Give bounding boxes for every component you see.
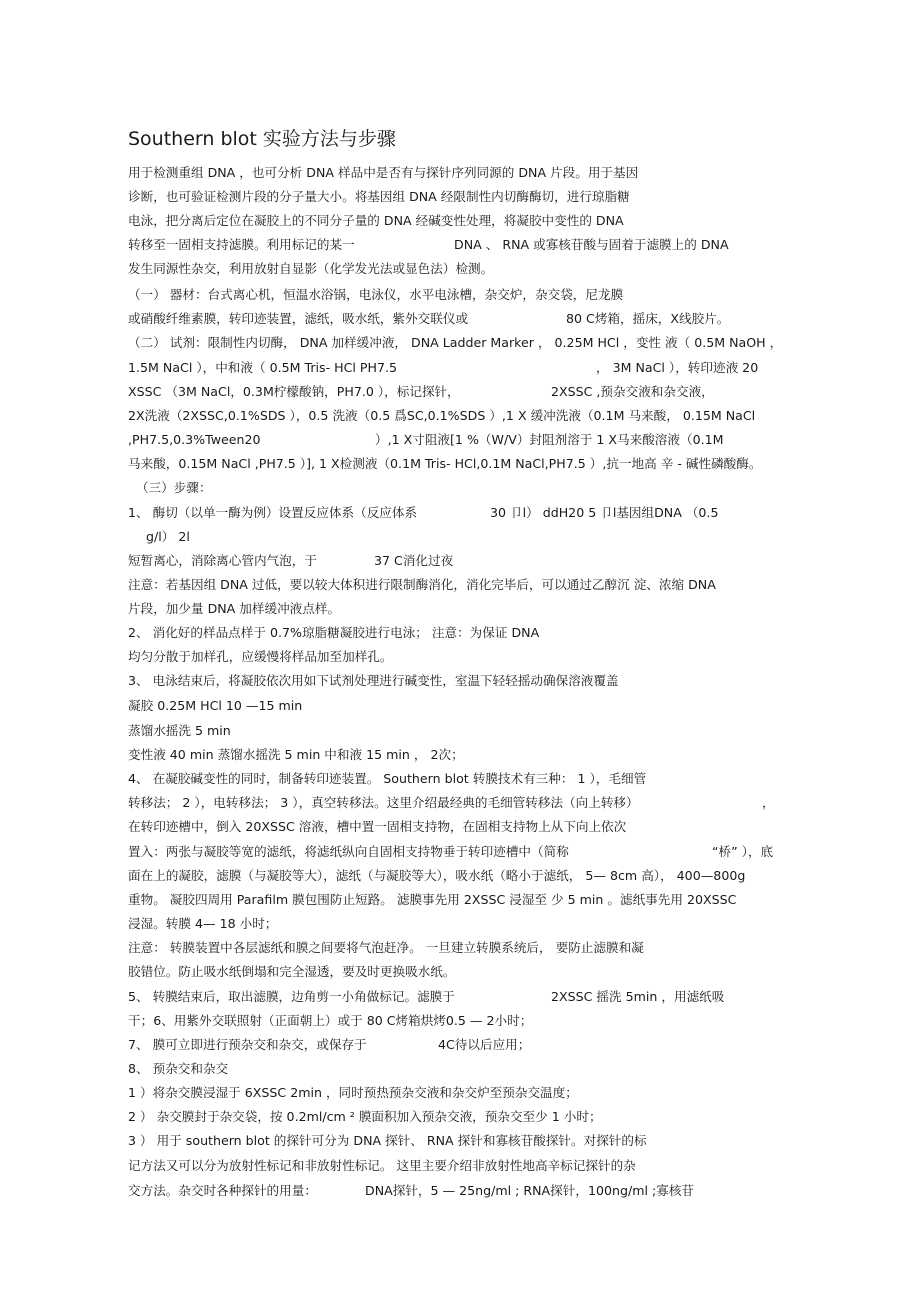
text-segment: 电泳，把分离后定位在凝胶上的不同分子量的 DNA 经碱变性处理，将凝胶中变性的 DNA	[128, 213, 624, 228]
text-segment: 马来酸，0.15M NaCl ,PH7.5 ）], 1 X检测液（0.1M Tris- HCl,0.1M NaCl,PH7.5 ）,抗一地高 辛 - 碱性磷酸酶。	[128, 456, 762, 471]
document-title: Southern blot 实验方法与步骤	[128, 128, 396, 150]
text-segment: 2XSSC 摇洗 5min ，用滤纸吸	[551, 989, 725, 1004]
text-segment: 干；6、用紫外交联照射（正面朝上）或于 80 C烤箱烘烤0.5 — 2小时；	[128, 1013, 533, 1028]
text-segment: 蒸馏水摇洗 5 min	[128, 723, 231, 738]
text-segment: 8、 预杂交和杂交	[128, 1061, 229, 1076]
text-segment: 片段，加少量 DNA 加样缓冲液点样。	[128, 601, 341, 616]
text-segment: （二） 试剂：限制性内切酶， DNA 加样缓冲液， DNA Ladder Marker ， 0.25M HCl ，变性 液（ 0.5M NaOH ，	[128, 335, 783, 350]
text-segment: 注意： 转膜装置中各层滤纸和膜之间要将气泡赶净。 一旦建立转膜系统后， 要防止滤膜和凝	[128, 940, 644, 955]
text-segment: 转移法； 2 ），电转移法； 3 ），真空转移法。这里介绍最经典的毛细管转移法（向上转移）	[128, 795, 639, 810]
text-segment: 4C待以后应用；	[438, 1037, 531, 1052]
text-segment: 浸湿。转膜 4— 18 小时；	[128, 916, 278, 931]
text-segment: （一） 器材：台式离心机，恒温水浴锅，电泳仪，水平电泳槽，杂交炉，杂交袋，尼龙膜	[128, 287, 624, 302]
text-segment: 30 卩l） ddH20 5 卩l基因组DNA （0.5	[490, 505, 719, 520]
text-segment: 变性液 40 min 蒸馏水摇洗 5 min 中和液 15 min ， 2次；	[128, 747, 464, 762]
text-segment: 在转印迹槽中，倒入 20XSSC 溶液，槽中置一固相支持物，在固相支持物上从下向上依次	[128, 819, 627, 834]
text-segment: 记方法又可以分为放射性标记和非放射性标记。 这里主要介绍非放射性地高辛标记探针的杂	[128, 1158, 636, 1173]
text-segment: 2 ） 杂交膜封于杂交袋，按 0.2ml/cm ² 膜面积加入预杂交液，预杂交至少 1 小时；	[128, 1109, 602, 1124]
text-segment: 短暂离心，消除离心管内气泡，于	[128, 553, 317, 568]
text-segment: 2X洗液（2XSSC,0.1%SDS ），0.5 洗液（0.5 爲SC,0.1%SDS ）,1 X 缓冲洗液（0.1M 马来酸， 0.15M NaCl	[128, 408, 756, 423]
text-segment: 转移至一固相支持滤膜。利用标记的某一	[128, 237, 355, 252]
text-segment: 发生同源性杂交，利用放射自显影（化学发光法或显色法）检测。	[128, 261, 494, 276]
text-segment: 凝胶 0.25M HCl 10 —15 min	[128, 698, 303, 713]
text-segment: 面在上的凝胶，滤膜（与凝胶等大），滤纸（与凝胶等大），吸水纸（略小于滤纸， 5— 8cm 高）， 400—800g	[128, 868, 746, 883]
text-segment: 诊断，也可验证检测片段的分子量大小。将基因组 DNA 经限制性内切酶酶切，进行琼脂糖	[128, 189, 630, 204]
text-segment: ,PH7.5,0.3%Tween20	[128, 432, 261, 447]
text-segment: 7、 膜可立即进行预杂交和杂交，或保存于	[128, 1037, 367, 1052]
text-segment: 2XSSC ,预杂交液和杂交液，	[551, 384, 714, 399]
text-segment: DNA 、 RNA 或寡核苷酸与固着于滤膜上的 DNA	[454, 237, 729, 252]
text-segment: 1.5M NaCl ），中和液（ 0.5M Tris- HCl PH7.5	[128, 360, 397, 375]
text-segment: 注意：若基因组 DNA 过低，要以较大体积进行限制酶消化，消化完毕后，可以通过乙醇沉 淀、浓缩 DNA	[128, 577, 716, 592]
text-segment: DNA探针，5 — 25ng/ml ; RNA探针，100ng/ml ;寡核苷	[365, 1183, 695, 1198]
text-segment: ， 3M NaCl ），转印迹液 20	[596, 360, 759, 375]
text-segment: 1 ）将杂交膜浸湿于 6XSSC 2min ，同时预热预杂交液和杂交炉至预杂交温度；	[128, 1085, 578, 1100]
text-segment: 交方法。杂交时各种探针的用量：	[128, 1183, 317, 1198]
text-segment: ）,1 X寸阻液[1 %（W/V）封阻剂溶于 1 X马来酸溶液（0.1M	[375, 432, 724, 447]
text-segment: 置入：两张与凝胶等宽的滤纸，将滤纸纵向自固相支持物垂于转印迹槽中（简称	[128, 844, 569, 859]
text-segment: （三）步骤：	[136, 480, 212, 495]
text-segment: 1、 酶切（以单一酶为例）设置反应体系（反应体系	[128, 505, 418, 520]
text-segment: 胶错位。防止吸水纸倒塌和完全湿透，要及时更换吸水纸。	[128, 964, 456, 979]
text-segment: “桥” ），底	[712, 844, 774, 859]
text-segment: 4、 在凝胶碱变性的同时，制备转印迹装置。 Southern blot 转膜技术有三种： 1 ），毛细管	[128, 771, 647, 786]
text-segment: 用于检测重组 DNA ，也可分析 DNA 样品中是否有与探针序列同源的 DNA 片段。用于基因	[128, 165, 639, 180]
text-segment: XSSC （3M NaCl，0.3M柠檬酸钠，PH7.0 ），标记探针，	[128, 384, 460, 399]
text-segment: 37 C消化过夜	[374, 553, 454, 568]
text-segment: 3、 电泳结束后，将凝胶依次用如下试剂处理进行碱变性，室温下轻轻摇动确保溶液覆盖	[128, 673, 619, 688]
text-segment: 或硝酸纤维素膜，转印迹装置，滤纸，吸水纸，紫外交联仪或	[128, 311, 469, 326]
text-segment: 80 C烤箱，摇床，X线胶片。	[566, 311, 730, 326]
text-segment: g/l） 2l	[146, 529, 190, 544]
text-segment: 3 ） 用于 southern blot 的探针可分为 DNA 探针、 RNA 探针和寡核苷酸探针。对探针的标	[128, 1133, 647, 1148]
text-segment: 5、 转膜结束后，取出滤膜，边角剪一小角做标记。滤膜于	[128, 989, 455, 1004]
text-segment: ，	[762, 795, 775, 810]
text-segment: 2、 消化好的样品点样于 0.7%琼脂糖凝胶进行电泳； 注意：为保证 DNA	[128, 625, 540, 640]
text-segment: 均匀分散于加样孔，应缓慢将样品加至加样孔。	[128, 649, 393, 664]
text-segment: 重物。 凝胶四周用 Parafilm 膜包围防止短路。 滤膜事先用 2XSSC 浸湿至 少 5 min 。滤纸事先用 20XSSC	[128, 892, 737, 907]
